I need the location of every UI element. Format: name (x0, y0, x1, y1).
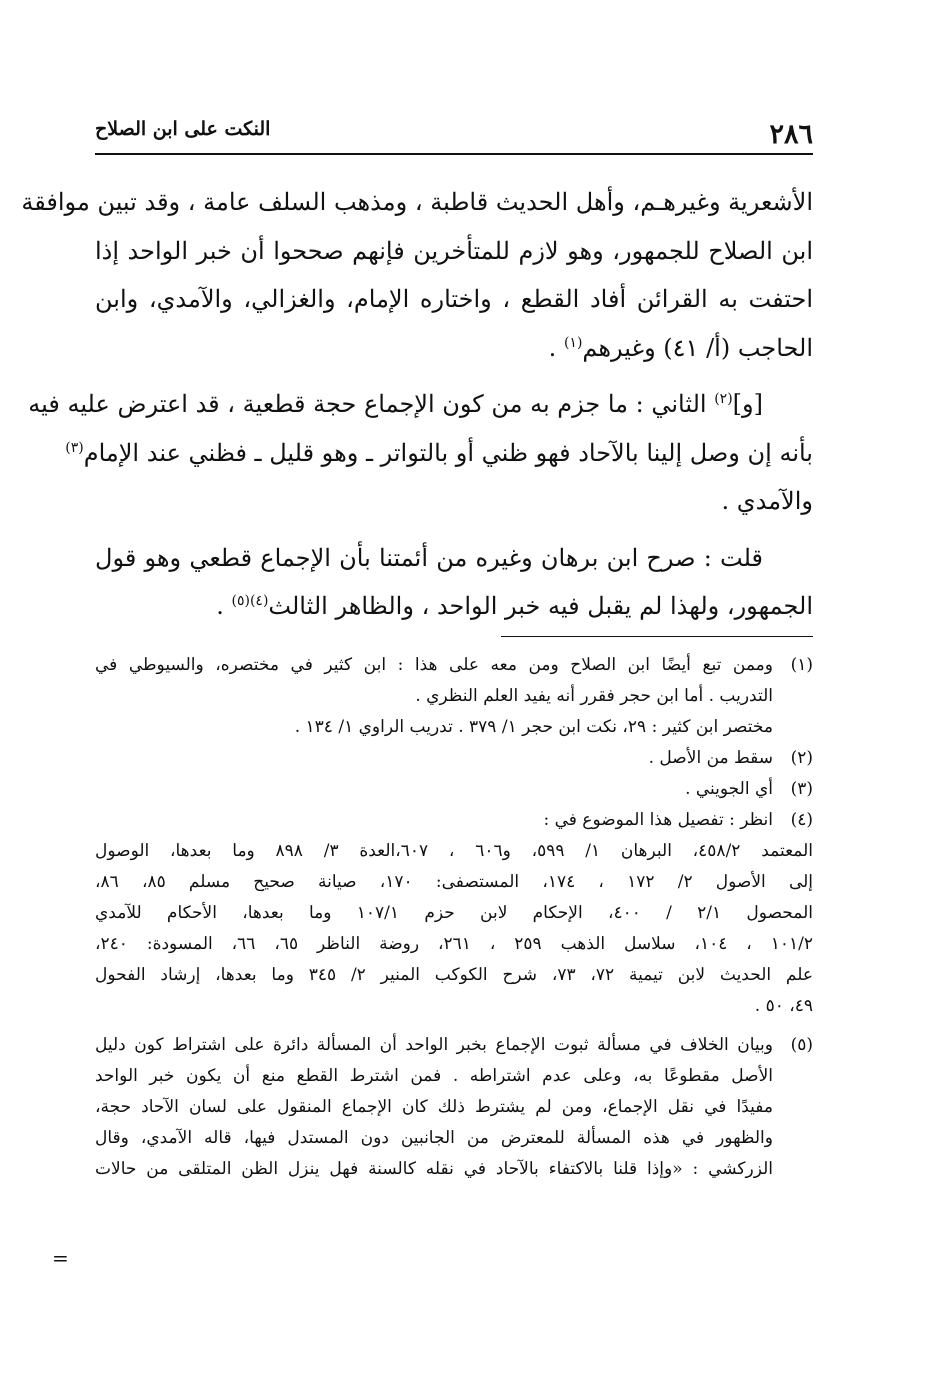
footnote-line: ٤٩، ٥٠ . (754, 996, 813, 1016)
footnote-line: علم الحديث لابن تيمية ٧٢، ٧٣، شرح الكوكب المنير ٢/ ٣٤٥ وما بعدها، إرشاد الفحول (95, 965, 813, 985)
footnote-line: ١٠١/٢ ، ١٠٤، سلاسل الذهب ٢٥٩ ، ٢٦١، روضة الناظر ٦٥، ٦٦، المسودة: ٢٤٠، (95, 934, 813, 954)
footnote-line: المعتمد ٤٥٨/٢، البرهان ١/ ٥٩٩، و٦٠٦ ، ٦٠٧،العدة ٣/ ٨٩٨ وما بعدها، الوصول (95, 841, 814, 861)
footnote-line: الزركشي : «وإذا قلنا بالاكتفاء بالآحاد في نقله كالسنة فهل ينزل الظن المتلقى من حالات (95, 1159, 773, 1179)
text-fragment: انظر : تفصيل هذا الموضوع في : (543, 810, 773, 830)
text-fragment: الجمهور، ولهذا لم يقبل فيه خبر الواحد ، والظاهر الثالث (268, 592, 813, 620)
footnote-line: التدريب . أما ابن حجر فقرر أنه يفيد العلم النظري . (415, 686, 773, 706)
footnote-ref: (٤)(٥) (231, 593, 269, 609)
text-fragment: . (216, 592, 232, 620)
text-fragment: وبيان الخلاف في مسألة ثبوت الإجماع بخبر الواحد أن المسألة دائرة على اشتراط كون دليل (95, 1035, 773, 1055)
footnote-line: المحصول ٢/١ / ٤٠٠، الإحكام لابن حزم ١٠٧/١ وما بعدها، الأحكام للآمدي (95, 903, 814, 923)
footnote-number: (٤) (790, 810, 813, 830)
page-header (95, 108, 813, 152)
footnote-line: إلى الأصول ٢/ ١٧٢ ، ١٧٤، المستصفى: ١٧٠، صيانة صحيح مسلم ٨٥، ٨٦، (95, 872, 814, 892)
main-text (21, 178, 813, 631)
footnote-line: والظهور في هذه المسألة للمعترض من الجانبين دون المستدل فيها، قاله الآمدي، وقال (95, 1128, 773, 1148)
text-fragment: [و] (732, 390, 763, 418)
paragraph-3 (95, 534, 813, 631)
text-line: قلت : صرح ابن برهان وغيره من أئمتنا بأن الإجماع قطعي وهو قول (95, 543, 763, 572)
footnote-line (95, 743, 813, 774)
footnote-number: (١) (790, 655, 813, 675)
text-line: الأشعرية وغيرهـم، وأهل الحديث قاطبة ، ومذهب السلف عامة ، وقد تبين موافقة (21, 188, 813, 216)
footnote-line: الأصل مقطوعًا به، وعلى عدم اشتراطه . فمن اشترط القطع منع أن يكون خبر الواحد (95, 1066, 773, 1086)
footnote-line: مفيدًا في نقل الإجماع، ومن لم يشترط ذلك كان الإجماع المنقول على لسان الآحاد حجة، (95, 1097, 773, 1117)
text-fragment: سقط من الأصل . (648, 748, 773, 768)
text-line (65, 429, 813, 478)
footnote-5 (95, 1030, 813, 1185)
footnote-line (95, 650, 813, 681)
text-line: ابن الصلاح للجمهور، وهو لازم للمتأخرين فإنهم صححوا أن خبر الواحد إذا (95, 236, 813, 265)
text-line: والآمدي . (721, 487, 813, 515)
footnote-ref: (١) (563, 334, 583, 351)
header-rule (95, 153, 813, 155)
text-fragment: وممن تبع أيضًا ابن الصلاح ومن معه على هذا : ابن كثير في مختصره، والسيوطي في (95, 655, 773, 675)
text-fragment: أي الجويني . (685, 779, 773, 799)
footnote-separator (501, 636, 813, 637)
footnote-number: (٣) (790, 779, 813, 799)
footnote-3 (95, 774, 813, 805)
page-number: ٢٨٦ (769, 119, 813, 150)
footnote-line (95, 805, 813, 836)
text-line (95, 324, 813, 373)
footnote-line (95, 1030, 813, 1061)
text-fragment: الحاجب (أ/ ٤١) وغيرهم (582, 333, 813, 362)
continuation-mark: = (52, 1246, 69, 1270)
text-fragment: الثاني : ما جزم به من كون الإجماع حجة قطعية ، قد اعترض عليه فيه (28, 390, 715, 418)
running-title: النكت على ابن الصلاح (95, 118, 271, 140)
footnote-ref: (٣) (65, 439, 84, 456)
footnote-number: (٢) (790, 748, 813, 768)
footnote-line (95, 774, 813, 805)
footnote-line: مختصر ابن كثير : ٢٩، نكت ابن حجر ١/ ٣٧٩ . تدريب الراوي ١/ ١٣٤ . (294, 717, 773, 737)
text-line: احتفت به القرائن أفاد القطع ، واختاره الإمام، والغزالي، والآمدي، وابن (95, 285, 813, 313)
footnote-1 (95, 650, 813, 743)
footnote-2 (95, 743, 813, 774)
text-line (95, 582, 813, 631)
text-fragment: . (548, 333, 564, 362)
text-fragment: بأنه إن وصل إلينا بالآحاد فهو ظني أو بالتواتر ـ وهو قليل ـ فظني عند الإمام (83, 438, 813, 467)
footnote-gap (95, 1022, 813, 1030)
footnotes (95, 650, 813, 1185)
footnote-number: (٥) (790, 1035, 813, 1055)
footnote-4 (95, 805, 813, 1022)
paragraph-2 (28, 380, 813, 526)
text-line (28, 380, 813, 429)
footnote-ref: (٢) (714, 391, 733, 407)
paragraph-1 (21, 178, 813, 372)
